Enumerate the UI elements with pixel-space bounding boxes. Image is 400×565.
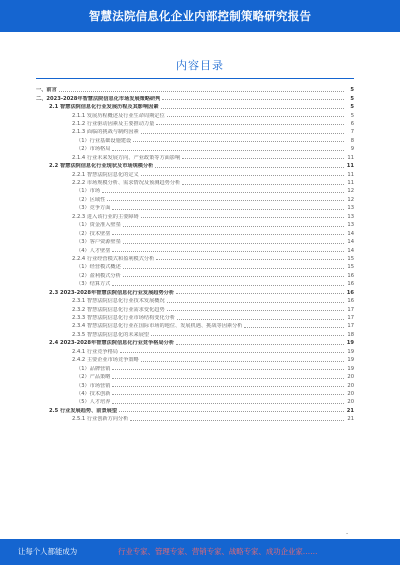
toc-entry-page: 16 bbox=[347, 298, 354, 305]
toc-entry-page: 16 bbox=[347, 281, 354, 288]
toc-entry-title: 二、2023-2028年智慧法院信息化市场发展策略研判 bbox=[36, 95, 161, 102]
toc-entry-title: 2.4 2023-2028年智慧法院信息化行业竞争格局分析 bbox=[49, 340, 175, 347]
toc-entry-page: 12 bbox=[347, 196, 354, 203]
toc-entry[interactable] bbox=[36, 137, 354, 145]
toc-dot-leader bbox=[112, 378, 344, 379]
toc-entry-page: 8 bbox=[350, 137, 354, 144]
toc-entry[interactable] bbox=[36, 120, 354, 128]
toc-entry-title: 一、前言 bbox=[36, 87, 57, 94]
toc-title: 内容目录 bbox=[176, 59, 224, 72]
toc-dot-leader bbox=[156, 259, 344, 260]
toc-dot-leader bbox=[155, 167, 344, 168]
toc-entry[interactable] bbox=[36, 356, 354, 364]
toc-entry[interactable] bbox=[36, 196, 354, 204]
table-of-contents bbox=[36, 86, 354, 424]
toc-dot-leader bbox=[151, 335, 344, 336]
toc-entry-title: （5）人才培养 bbox=[76, 399, 111, 406]
toc-entry[interactable] bbox=[36, 246, 354, 254]
toc-entry-page: 14 bbox=[347, 230, 354, 237]
toc-entry[interactable] bbox=[36, 305, 354, 313]
toc-entry-page: 19 bbox=[347, 348, 354, 355]
toc-entry[interactable] bbox=[36, 263, 354, 271]
toc-entry-title: 2.2.4 行业经营模式和盈利模式分析 bbox=[72, 255, 155, 262]
toc-dot-leader bbox=[107, 200, 344, 201]
toc-entry-title: 2.4.1 行业竞争格局 bbox=[72, 348, 118, 355]
toc-entry[interactable] bbox=[36, 297, 354, 305]
toc-entry[interactable] bbox=[36, 314, 354, 322]
toc-dot-leader bbox=[112, 285, 344, 286]
toc-dot-leader bbox=[123, 226, 344, 227]
toc-entry[interactable] bbox=[36, 213, 354, 221]
toc-dot-leader bbox=[182, 158, 344, 159]
toc-dot-leader bbox=[59, 91, 344, 92]
toc-dot-leader bbox=[182, 184, 344, 185]
toc-entry-title: 2.5 行业发展趋势、前景展望 bbox=[49, 407, 118, 414]
toc-entry[interactable] bbox=[36, 221, 354, 229]
toc-entry-page: 20 bbox=[347, 399, 354, 406]
report-header-bar bbox=[0, 0, 400, 32]
toc-dot-leader bbox=[167, 310, 344, 311]
toc-entry-page: 11 bbox=[347, 171, 354, 178]
toc-dot-leader bbox=[123, 276, 344, 277]
toc-entry-title: （2）盈利模式分析 bbox=[76, 272, 121, 279]
toc-entry-title: （3）结算方式 bbox=[76, 281, 111, 288]
toc-dot-leader bbox=[176, 293, 344, 294]
toc-dot-leader bbox=[112, 251, 344, 252]
footer-roles: 行业专家、管理专家、营销专家、战略专家、成功企业家…… bbox=[118, 547, 318, 556]
toc-dot-leader bbox=[112, 369, 344, 370]
toc-entry-page: 19 bbox=[346, 340, 354, 347]
report-title: 智慧法院信息化企业内部控制策略研究报告 bbox=[88, 9, 312, 23]
toc-entry[interactable] bbox=[36, 339, 354, 347]
toc-entry-title: 2.3.1 智慧法院信息化行业技术发展概况 bbox=[72, 298, 165, 305]
toc-entry-page: 6 bbox=[350, 120, 354, 127]
toc-entry-page: 11 bbox=[346, 163, 354, 170]
toc-entry-title: 2.2.3 进入该行业的主要障碍 bbox=[72, 213, 139, 220]
toc-entry-title: （1）品牌营销 bbox=[76, 365, 111, 372]
toc-entry-page: 5 bbox=[350, 112, 354, 119]
toc-entry-title: （3）客户资源壁垒 bbox=[76, 239, 121, 246]
toc-entry-title: （1）资金准入壁垒 bbox=[76, 222, 121, 229]
toc-entry-title: 2.1 智慧法院信息化行业发展历程及其影响因素 bbox=[49, 104, 159, 111]
toc-entry[interactable] bbox=[36, 322, 354, 330]
toc-entry[interactable] bbox=[36, 280, 354, 288]
toc-entry-page: 19 bbox=[347, 357, 354, 364]
toc-entry[interactable] bbox=[36, 415, 354, 423]
toc-dot-leader bbox=[119, 411, 344, 412]
toc-entry[interactable] bbox=[36, 331, 354, 339]
toc-entry-title: 2.3.4 智慧法院信息化行业在国际市场的地位、发展机遇、挑战等因素分析 bbox=[72, 323, 243, 330]
toc-entry[interactable] bbox=[36, 204, 354, 212]
toc-dot-leader bbox=[176, 344, 344, 345]
toc-entry-title: （1）经营模式概述 bbox=[76, 264, 121, 271]
toc-entry-title: （2）产品策略 bbox=[76, 374, 111, 381]
toc-top-divider bbox=[36, 78, 354, 79]
toc-entry-page: 13 bbox=[347, 213, 354, 220]
toc-entry-title: （1）市场 bbox=[76, 188, 101, 195]
toc-entry-title: （4）人才壁垒 bbox=[76, 247, 111, 254]
toc-entry-page: 21 bbox=[347, 416, 354, 423]
page-marker: - bbox=[346, 530, 349, 537]
toc-entry-title: 2.2 智慧法院信息化行业现状及市场规模分析 bbox=[49, 163, 154, 170]
toc-entry-page: 17 bbox=[347, 323, 354, 330]
toc-entry-page: 15 bbox=[347, 255, 354, 262]
toc-dot-leader bbox=[112, 234, 344, 235]
toc-entry[interactable] bbox=[36, 381, 354, 389]
toc-entry-page: 20 bbox=[347, 390, 354, 397]
toc-entry[interactable] bbox=[36, 111, 354, 119]
toc-entry-title: 2.1.4 行业未来发展方向、产业政策等方面影响 bbox=[72, 154, 181, 161]
toc-dot-leader bbox=[141, 361, 344, 362]
footer-slogan: 让每个人都能成为 bbox=[18, 547, 78, 556]
toc-entry-page: 16 bbox=[346, 289, 354, 296]
toc-entry[interactable] bbox=[36, 390, 354, 398]
toc-entry[interactable] bbox=[36, 364, 354, 372]
toc-entry-page: 13 bbox=[347, 222, 354, 229]
toc-entry[interactable] bbox=[36, 398, 354, 406]
toc-entry[interactable] bbox=[36, 154, 354, 162]
toc-dot-leader bbox=[244, 327, 344, 328]
toc-dot-leader bbox=[162, 99, 344, 100]
toc-entry[interactable] bbox=[36, 407, 354, 415]
toc-dot-leader bbox=[112, 209, 344, 210]
toc-entry[interactable] bbox=[36, 238, 354, 246]
toc-entry[interactable] bbox=[36, 94, 354, 102]
toc-entry-title: 2.2.2 市场规模分析、需求情况及预测趋势分析 bbox=[72, 180, 181, 187]
report-footer-bar bbox=[0, 539, 400, 565]
toc-entry[interactable] bbox=[36, 272, 354, 280]
toc-dot-leader bbox=[156, 124, 344, 125]
toc-entry-title: （2）区域性 bbox=[76, 196, 106, 203]
toc-entry-title: 2.3.2 智慧法院信息化行业需求变化趋势 bbox=[72, 306, 165, 313]
toc-entry-page: 15 bbox=[347, 264, 354, 271]
toc-entry-title: 2.1.1 发展历程概述及行业生命周期定位 bbox=[72, 112, 165, 119]
toc-dot-leader bbox=[130, 420, 344, 421]
toc-entry[interactable] bbox=[36, 229, 354, 237]
toc-dot-leader bbox=[123, 243, 344, 244]
toc-dot-leader bbox=[112, 150, 344, 151]
toc-entry-page: 17 bbox=[347, 306, 354, 313]
toc-entry[interactable] bbox=[36, 128, 354, 136]
toc-dot-leader bbox=[133, 141, 344, 142]
toc-entry-page: 14 bbox=[347, 239, 354, 246]
toc-entry-page: 14 bbox=[347, 247, 354, 254]
toc-entry-page: 20 bbox=[347, 382, 354, 389]
toc-dot-leader bbox=[177, 319, 344, 320]
toc-entry-page: 12 bbox=[347, 188, 354, 195]
toc-entry-title: 2.3.5 智慧法院信息化的未来展望 bbox=[72, 331, 150, 338]
toc-entry-page: 5 bbox=[350, 95, 354, 102]
toc-entry-title: 2.1.3 面临的挑战与制约因素 bbox=[72, 129, 139, 136]
toc-dot-leader bbox=[167, 116, 344, 117]
toc-entry-title: 2.5.1 行业创新方向分析 bbox=[72, 416, 129, 423]
toc-dot-leader bbox=[112, 403, 344, 404]
toc-entry-title: 2.4.2 主要企业市场竞争策略 bbox=[72, 357, 139, 364]
toc-entry-title: （2）市场格局 bbox=[76, 146, 111, 153]
toc-entry-title: （4）技术创新 bbox=[76, 390, 111, 397]
toc-entry[interactable] bbox=[36, 289, 354, 297]
toc-entry[interactable] bbox=[36, 145, 354, 153]
toc-entry-page: 21 bbox=[346, 407, 354, 414]
toc-dot-leader bbox=[161, 108, 344, 109]
toc-entry[interactable] bbox=[36, 162, 354, 170]
toc-dot-leader bbox=[102, 192, 344, 193]
toc-dot-leader bbox=[120, 352, 344, 353]
toc-entry[interactable] bbox=[36, 187, 354, 195]
toc-entry-page: 17 bbox=[347, 315, 354, 322]
toc-entry-page: 5 bbox=[350, 87, 354, 94]
toc-entry-page: 9 bbox=[350, 146, 354, 153]
toc-dot-leader bbox=[141, 217, 344, 218]
toc-dot-leader bbox=[167, 302, 344, 303]
toc-dot-leader bbox=[141, 133, 344, 134]
toc-entry-title: 2.2.1 智慧法院信息化的定义 bbox=[72, 171, 139, 178]
toc-entry[interactable] bbox=[36, 348, 354, 356]
toc-entry-page: 7 bbox=[350, 129, 354, 136]
toc-entry[interactable] bbox=[36, 373, 354, 381]
toc-entry-title: （3）竞争方面 bbox=[76, 205, 111, 212]
toc-entry-page: 18 bbox=[347, 331, 354, 338]
toc-dot-leader bbox=[112, 386, 344, 387]
toc-entry-title: （3）市场营销 bbox=[76, 382, 111, 389]
toc-entry[interactable] bbox=[36, 255, 354, 263]
toc-entry-page: 11 bbox=[347, 180, 354, 187]
toc-dot-leader bbox=[141, 175, 344, 176]
toc-entry-page: 11 bbox=[347, 154, 354, 161]
toc-entry-page: 16 bbox=[347, 272, 354, 279]
toc-entry-page: 20 bbox=[347, 374, 354, 381]
toc-entry-title: 2.3.3 智慧法院信息化行业市场结构变化分析 bbox=[72, 315, 176, 322]
toc-entry[interactable] bbox=[36, 170, 354, 178]
toc-entry-title: （1）行业基础设施建设 bbox=[76, 137, 132, 144]
toc-entry-page: 19 bbox=[347, 365, 354, 372]
toc-dot-leader bbox=[112, 394, 344, 395]
toc-entry-page: 5 bbox=[350, 104, 354, 111]
toc-entry[interactable] bbox=[36, 103, 354, 111]
toc-entry-title: 2.1.2 行业驱动因素及主要推动力量 bbox=[72, 120, 155, 127]
toc-entry[interactable] bbox=[36, 179, 354, 187]
toc-entry-title: （2）技术壁垒 bbox=[76, 230, 111, 237]
toc-dot-leader bbox=[123, 268, 344, 269]
toc-entry-title: 2.3 2023-2028年智慧法院信息化行业发展趋势分析 bbox=[49, 289, 175, 296]
toc-entry-page: 13 bbox=[347, 205, 354, 212]
toc-entry[interactable] bbox=[36, 86, 354, 94]
